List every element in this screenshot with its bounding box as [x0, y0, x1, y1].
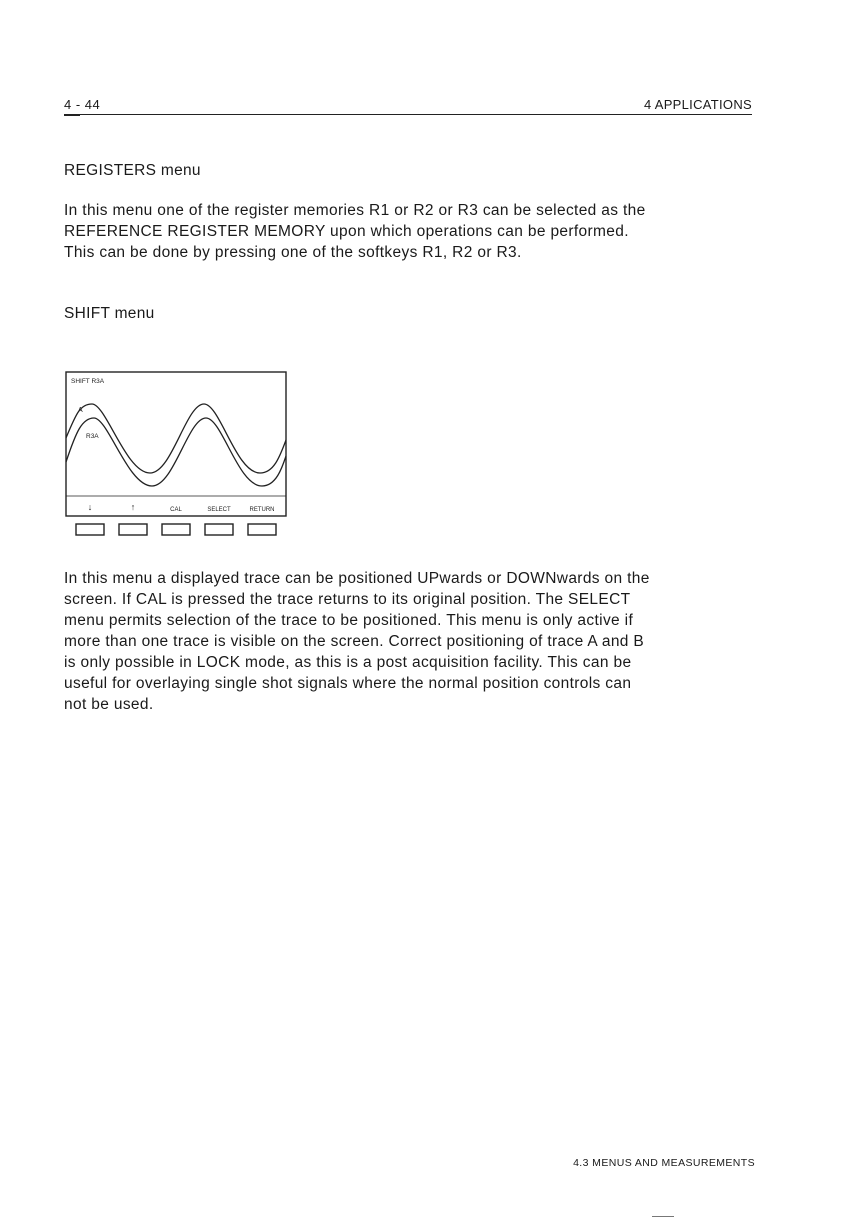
shift-paragraph: [64, 568, 764, 715]
shift-line: menu permits selection of the trace to be positioned. This menu is only active if: [64, 612, 634, 629]
screen-title: SHIFT R3A: [71, 378, 105, 385]
shift-line: more than one trace is visible on the screen. Correct positioning of trace A and B: [64, 633, 645, 650]
softkey-4: [205, 524, 233, 535]
shift-line: is only possible in LOCK mode, as this is a post acquisition facility. This can be: [64, 654, 632, 671]
softkey-label-up: ↑: [130, 502, 136, 512]
registers-line: In this menu one of the register memories R1 or R2 or R3 can be selected as the: [64, 202, 646, 219]
shift-line: useful for overlaying single shot signals where the normal position controls can: [64, 675, 632, 692]
registers-line: This can be done by pressing one of the softkeys R1, R2 or R3.: [64, 244, 522, 261]
footer-mark: [652, 1216, 674, 1217]
softkey-3: [162, 524, 190, 535]
trace-r3a-label: R3A: [86, 433, 99, 440]
page-number: 4 - 44: [64, 97, 101, 112]
shift-line: screen. If CAL is pressed the trace returns to its original position. The SELECT: [64, 591, 631, 608]
footer-section-title: 4.3 MENUS AND MEASUREMENTS: [573, 1157, 755, 1169]
registers-paragraph: [64, 200, 764, 263]
shift-line: In this menu a displayed trace can be positioned UPwards or DOWNwards on the: [64, 570, 650, 587]
shift-menu-screen-figure: [62, 370, 294, 547]
header-rule-accent: [64, 114, 80, 116]
softkey-label-cal: CAL: [170, 507, 182, 513]
trace-a-label: A: [78, 407, 83, 414]
shift-line: not be used.: [64, 696, 154, 713]
registers-heading: REGISTERS menu: [64, 162, 201, 179]
softkey-label-select: SELECT: [207, 507, 231, 513]
registers-line: REFERENCE REGISTER MEMORY upon which operations can be performed.: [64, 223, 629, 240]
softkey-5: [248, 524, 276, 535]
chapter-title: 4 APPLICATIONS: [644, 97, 752, 112]
header-rule: [64, 114, 752, 115]
softkey-1: [76, 524, 104, 535]
softkey-label-return: RETURN: [249, 507, 275, 513]
shift-heading: SHIFT menu: [64, 305, 155, 322]
oscilloscope-diagram: [62, 370, 294, 542]
softkey-2: [119, 524, 147, 535]
softkey-label-down: ↓: [87, 502, 93, 512]
